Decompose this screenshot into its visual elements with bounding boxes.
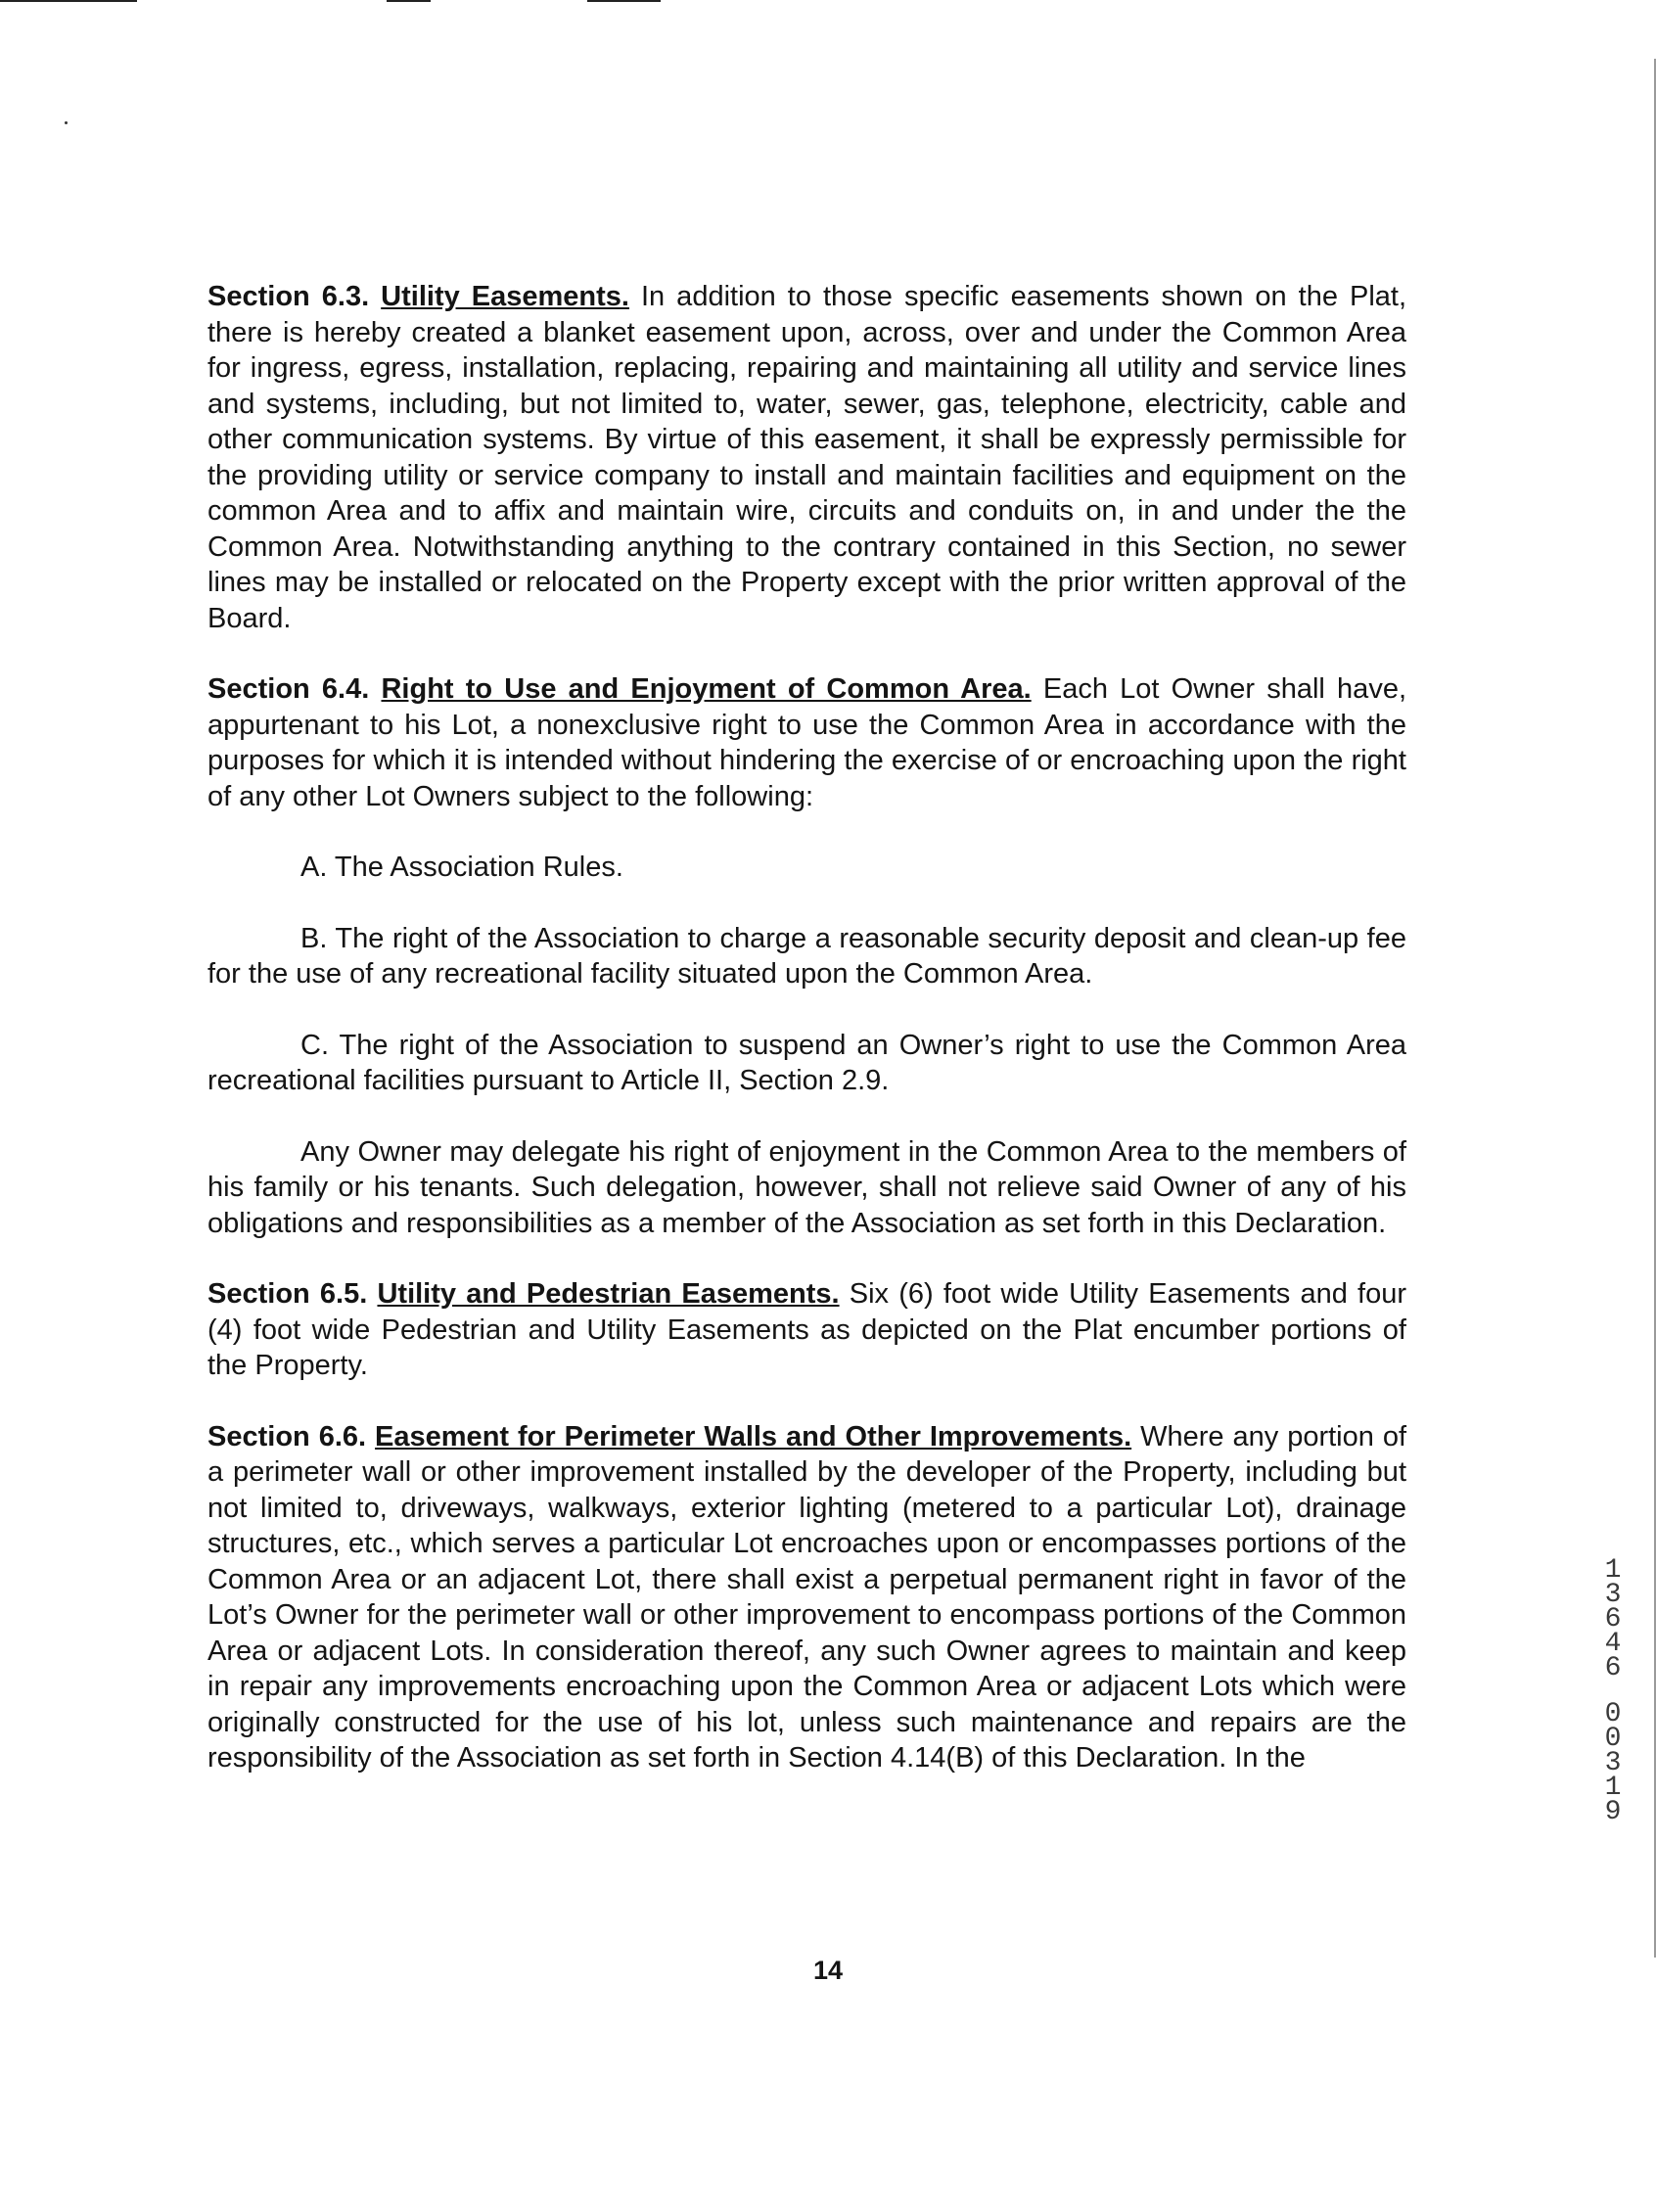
section-6-5 <box>207 1276 1406 1384</box>
section-body: Where any portion of a perimeter wall or other improvement installed by the developer of the Property, including but not limited to, driveways, walkways, exterior lighting (metered to a particular Lot), drainage structures, etc., which serves a particular Lot encroaches upon or encompasses portions of the Common Area or an adjacent Lot, there shall exist a perpetual permanent right in favor of the Lot’s Owner for the perimeter wall or other improvement to encompass portions of the Common Area or adjacent Lots. In consideration thereof, any such Owner agrees to maintain and keep in repair any improvements encroaching upon the Common Area or adjacent Lots which were originally constructed for the use of his lot, unless such maintenance and repairs are the responsibility of the Association as set forth in Section 4.14(B) of this Declaration. In the <box>207 1420 1407 1774</box>
section-title: Utility and Pedestrian Easements. <box>377 1278 840 1310</box>
section-6-4 <box>207 671 1406 814</box>
stamp-digit: 4 <box>1604 1629 1622 1659</box>
section-body: Six (6) foot wide Utility Easements and four (4) foot wide Pedestrian and Utility Easements as depicted on the Plat encumber portions of the Property. <box>207 1278 1406 1381</box>
scan-top-rule <box>0 0 137 2</box>
section-body: Each Lot Owner shall have, appurtenant to his Lot, a nonexclusive right to use the Common Area in accordance with the purposes for which it is intended without hindering the exercise of or encroaching upon the right of any other Lot Owners subject to the following: <box>207 673 1406 812</box>
stamp-digit: 9 <box>1604 1797 1622 1827</box>
stamp-digit: 3 <box>1604 1748 1622 1778</box>
stamp-digit: 6 <box>1604 1653 1622 1683</box>
section-6-3 <box>207 279 1406 636</box>
page-number: 14 <box>812 1956 844 1985</box>
scan-speck <box>65 121 68 124</box>
stamp-digit: 1 <box>1604 1555 1622 1586</box>
section-number: Section 6.6. <box>207 1420 367 1452</box>
section-number: Section 6.5. <box>207 1278 368 1310</box>
section-title: Utility Easements. <box>381 281 629 312</box>
list-item-c: C. The right of the Association to suspend an Owner’s right to use the Common Area recreational facilities pursuant to Article II, Section 2.9. <box>207 1029 1406 1096</box>
section-body: In addition to those specific easements shown on the Plat, there is hereby created a blanket easement upon, across, over and under the Common Area for ingress, egress, installation, replacing, repairing and maintaining all utility and service lines and systems, including, but not limited to, water, sewer, gas, telephone, electricity, cable and other communication systems. By virtue of this easement, it shall be expressly permissible for the providing utility or service company to install and maintain facilities and equipment on the common Area and to affix and maintain wire, circuits and conduits on, in and under the the Common Area. Notwithstanding anything to the contrary contained in this Section, no sewer lines may be installed or relocated on the Property except with the prior written approval of the Board. <box>207 281 1407 634</box>
stamp-digit: 6 <box>1604 1604 1622 1635</box>
scan-top-rule <box>587 0 661 2</box>
section-title: Right to Use and Enjoyment of Common Area. <box>381 673 1032 705</box>
list-item-b: B. The right of the Association to charge a reasonable security deposit and clean-up fee for the use of any recreational facility situated upon the Common Area. <box>207 922 1406 990</box>
stamp-digit: 0 <box>1604 1699 1622 1729</box>
delegation-paragraph: Any Owner may delegate his right of enjoyment in the Common Area to the members of his family or his tenants. Such delegation, however, shall not relieve said Owner of any of his obligations and responsibilities as a member of the Association as set forth in this Declaration. <box>207 1135 1406 1239</box>
stamp-digit: 0 <box>1604 1724 1622 1754</box>
list-item-a: A. The Association Rules. <box>300 852 623 883</box>
section-number: Section 6.3. <box>207 281 370 312</box>
document-body <box>207 279 1406 1812</box>
scan-top-rule <box>387 0 431 2</box>
stamp-digit: 1 <box>1604 1773 1622 1803</box>
section-number: Section 6.4. <box>207 673 370 705</box>
section-6-6 <box>207 1419 1406 1776</box>
recording-stamp <box>1593 1555 1633 1827</box>
section-title: Easement for Perimeter Walls and Other Improvements. <box>375 1420 1132 1452</box>
stamp-digit: 3 <box>1604 1580 1622 1610</box>
